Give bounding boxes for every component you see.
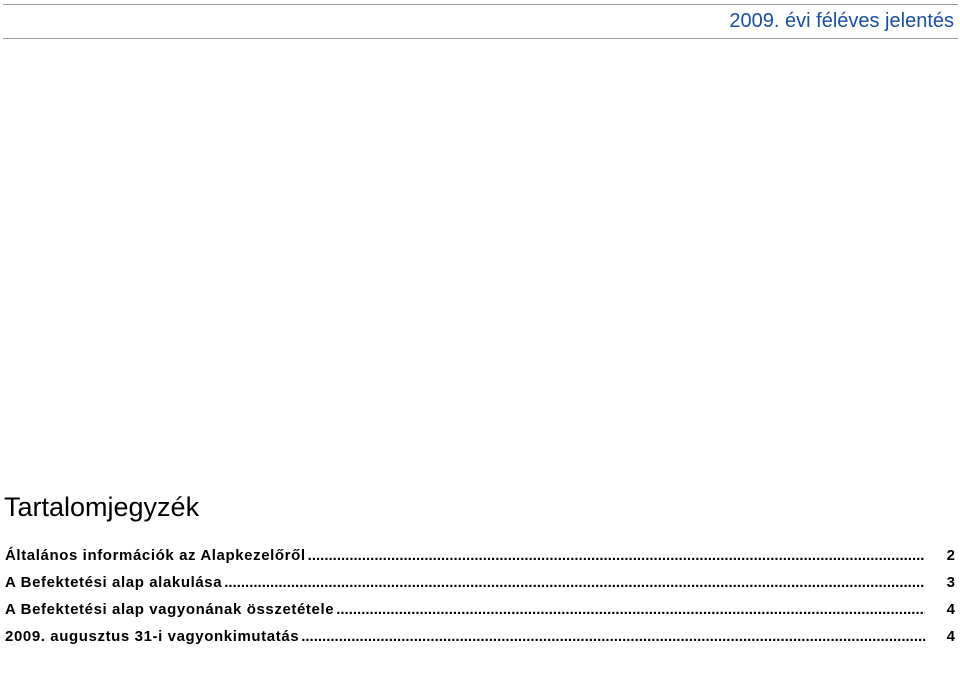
toc-entry-label: A Befektetési alap alakulása [5,574,223,591]
toc-entry-page: 4 [946,601,955,618]
toc-entry-label: A Befektetési alap vagyonának összetétele [5,601,335,618]
toc-list [5,542,955,650]
toc-entry-label: Általános információk az Alapkezelőről [5,547,306,564]
toc-entry-page: 4 [946,628,955,645]
toc-heading: Tartalomjegyzék [4,492,200,523]
toc-entry-vagyonkimutatas[interactable] [5,623,955,650]
toc-entry-alapkezelo[interactable] [5,542,955,569]
toc-dot-leader [224,569,925,596]
toc-entry-label: 2009. augusztus 31-i vagyonkimutatás [5,628,300,645]
toc-entry-page: 2 [946,547,955,564]
header-bottom-rule [3,38,958,39]
report-title: 2009. évi féléves jelentés [729,10,954,32]
toc-entry-vagyon-osszetetele[interactable] [5,596,955,623]
toc-entry-page: 3 [946,574,955,591]
toc-dot-leader [301,623,925,650]
toc-dot-leader [308,542,925,569]
header-top-rule [3,4,958,5]
toc-dot-leader [336,596,925,623]
toc-entry-alap-alakulasa[interactable] [5,569,955,596]
